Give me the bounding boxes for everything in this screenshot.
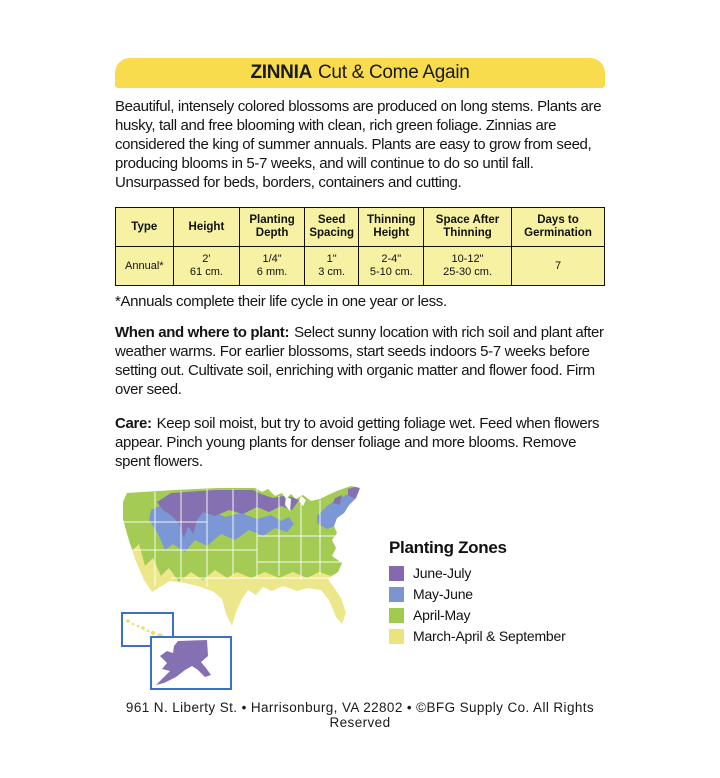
legend-item-march-april-september bbox=[389, 628, 566, 644]
purple-swatch bbox=[389, 566, 404, 581]
cell-line: 2' bbox=[202, 253, 211, 265]
table-header-row bbox=[116, 208, 605, 247]
seed-packet-back bbox=[115, 58, 605, 730]
cell-space-after-thinning bbox=[424, 247, 512, 286]
legend-label: June-July bbox=[413, 565, 472, 581]
cell-line: 5-10 cm. bbox=[369, 266, 413, 278]
care-heading: Care: bbox=[115, 415, 152, 432]
legend-item-june-july bbox=[389, 565, 566, 581]
intro-paragraph: Beautiful, intensely colored blossoms are produced on long stems. Plants are husky, tall and free blooming with clean, rich green foliage. Zinnias are considered the king of summer annuals. Plants are easy to grow from seed, producing blooms in 5-7 weeks, and will continue to do so until fall. Unsurpassed for beds, borders, containers and cutting. bbox=[115, 98, 602, 191]
legend-item-april-may bbox=[389, 607, 566, 623]
cell-line: 25-30 cm. bbox=[443, 266, 493, 278]
cell-line: 3 cm. bbox=[318, 266, 346, 278]
cell-planting-depth bbox=[240, 247, 305, 286]
alaska-inset bbox=[150, 636, 232, 690]
variety-name: ZINNIA bbox=[250, 62, 312, 83]
header-thinning-height: Thinning Height bbox=[359, 208, 424, 247]
legend-label: May-June bbox=[413, 586, 473, 602]
cell-line: 1" bbox=[326, 253, 337, 265]
header-space-after-thinning: Space After Thinning bbox=[424, 208, 512, 247]
cell-line: 1/4" bbox=[262, 253, 282, 265]
header-height: Height bbox=[173, 208, 240, 247]
green-swatch bbox=[389, 608, 404, 623]
planting-zones-legend bbox=[389, 538, 566, 649]
table-data-row bbox=[116, 247, 605, 286]
header-seed-spacing: Seed Spacing bbox=[304, 208, 359, 247]
legend-label: March-April & September bbox=[413, 628, 566, 644]
cell-thinning-height bbox=[359, 247, 424, 286]
cell-line: 61 cm. bbox=[189, 266, 223, 278]
cell-type: Annual* bbox=[116, 247, 174, 286]
when-where-heading: When and where to plant: bbox=[115, 324, 290, 341]
care-body: Keep soil moist, but try to avoid getting foliage wet. Feed when flowers appear. Pinch young plants for denser foliage and more blooms. Remove spent flowers. bbox=[115, 415, 600, 470]
yellow-swatch bbox=[389, 629, 404, 644]
when-where-body: Select sunny location with rich soil and plant after weather warms. For earlier blossoms, start seeds indoors 5-7 weeks before setting out. Cultivate soil, enriching with organic matter and flower food. Firm over seed. bbox=[115, 324, 604, 398]
annual-footnote: *Annuals complete their life cycle in one year or less. bbox=[115, 293, 447, 310]
variety-subtitle: Cut & Come Again bbox=[318, 62, 470, 83]
address-footer: 961 N. Liberty St. • Harrisonburg, VA 22802 • ©BFG Supply Co. All Rights Reserved bbox=[125, 700, 595, 730]
legend-title: Planting Zones bbox=[389, 538, 507, 557]
cell-height bbox=[173, 247, 240, 286]
care-section bbox=[115, 414, 605, 471]
cell-days-to-germination: 7 bbox=[512, 247, 605, 286]
cell-line: 10-12" bbox=[451, 253, 484, 265]
cell-seed-spacing bbox=[304, 247, 359, 286]
legend-item-may-june bbox=[389, 586, 566, 602]
planting-table bbox=[115, 207, 605, 286]
cell-line: 6 mm. bbox=[256, 266, 288, 278]
when-where-section bbox=[115, 323, 605, 399]
header-days-to-germination: Days to Germination bbox=[512, 208, 605, 247]
cell-line: 2-4" bbox=[381, 253, 402, 265]
header-planting-depth: Planting Depth bbox=[240, 208, 305, 247]
legend-label: April-May bbox=[413, 607, 471, 623]
planting-zones-map-block bbox=[115, 486, 605, 692]
alaska-shape bbox=[152, 638, 230, 688]
title-banner bbox=[115, 58, 605, 88]
blue-swatch bbox=[389, 587, 404, 602]
header-type: Type bbox=[116, 208, 174, 247]
